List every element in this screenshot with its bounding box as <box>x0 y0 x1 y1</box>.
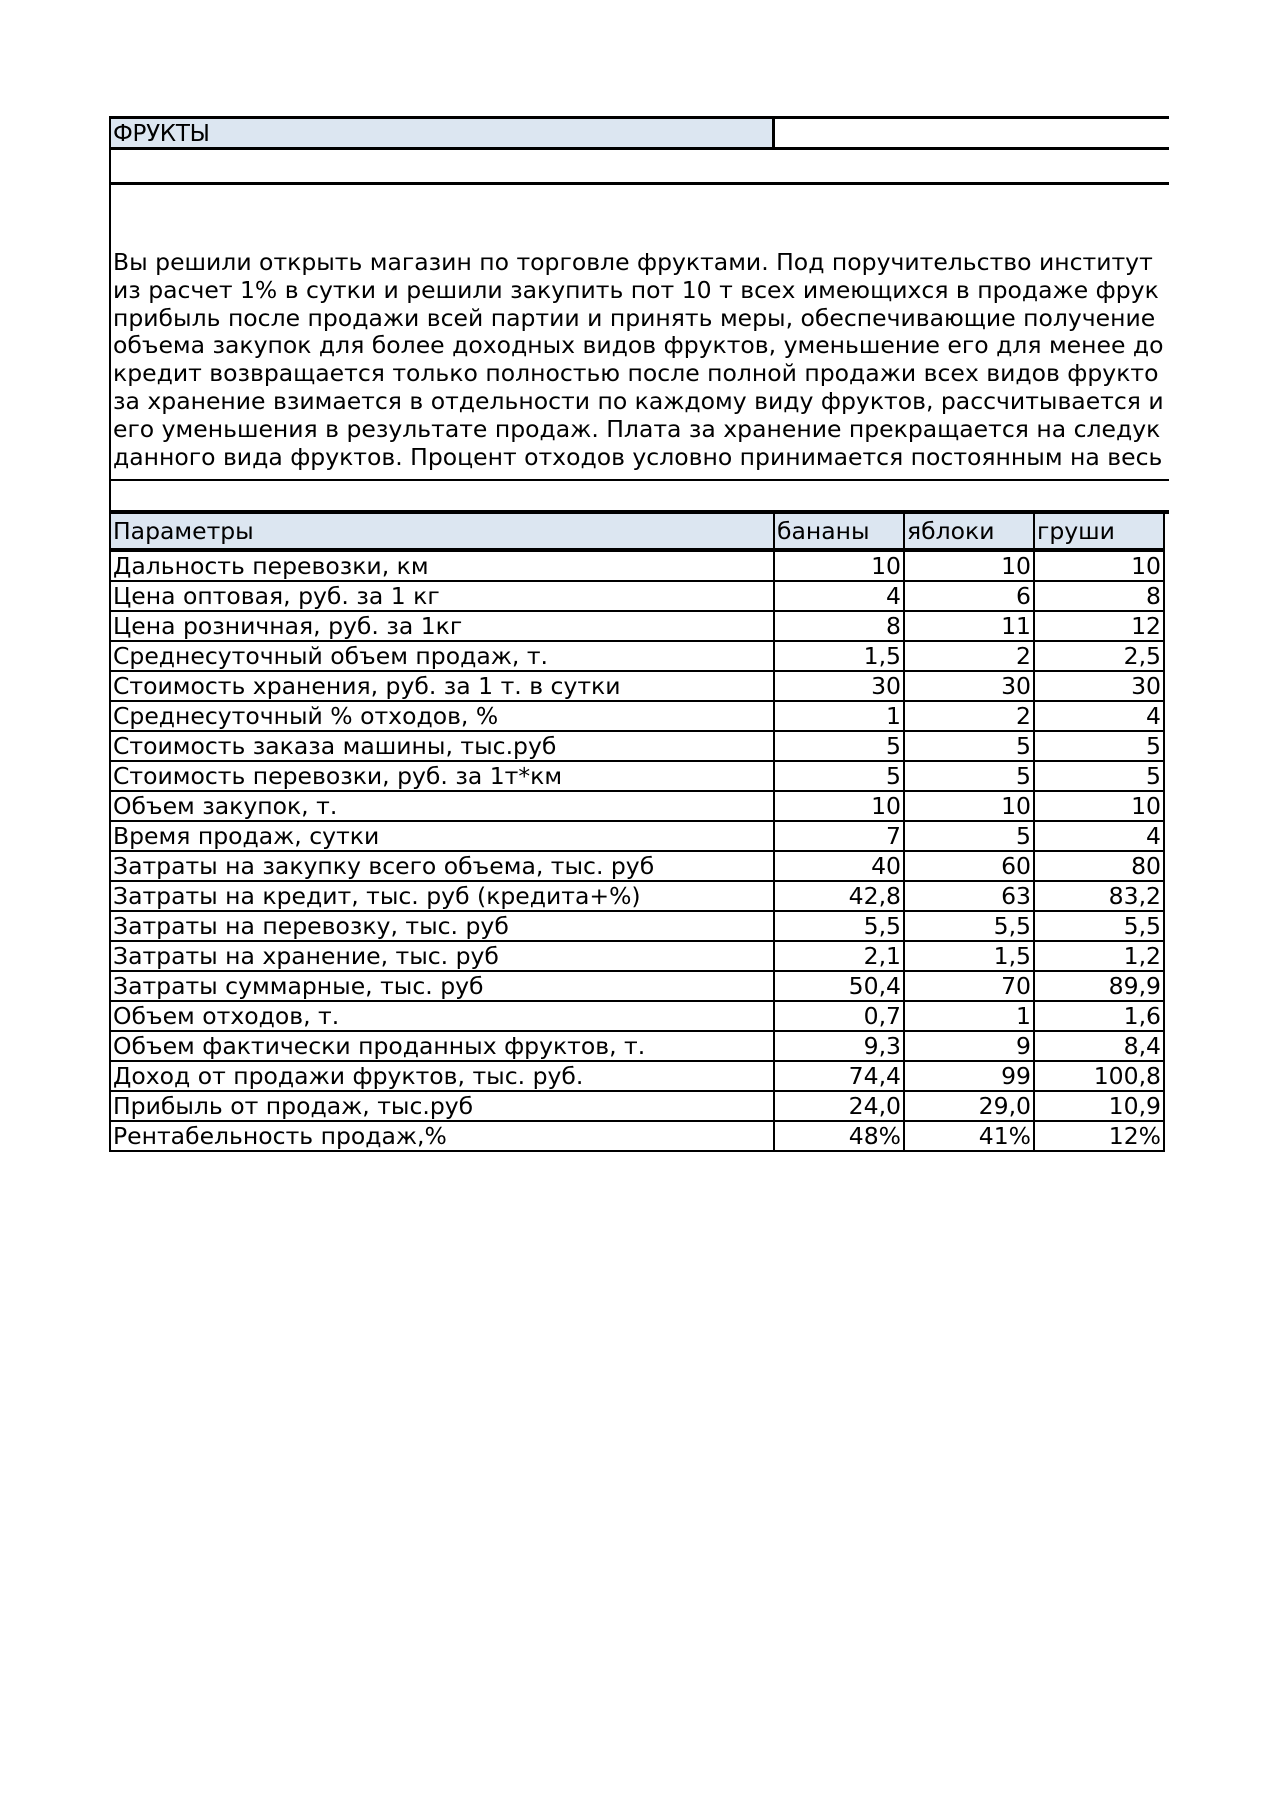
cell-apples[interactable]: 29,0 <box>904 1091 1034 1121</box>
description-text <box>113 249 1164 471</box>
cell-pears[interactable]: 100,8 <box>1034 1061 1164 1091</box>
cell-apples[interactable]: 30 <box>904 671 1034 701</box>
table-row <box>110 550 1164 581</box>
cell-bananas[interactable]: 30 <box>774 671 904 701</box>
cell-bananas[interactable]: 5,5 <box>774 911 904 941</box>
cell-bananas[interactable]: 10 <box>774 791 904 821</box>
row-label[interactable]: Объем отходов, т. <box>110 1001 774 1031</box>
cell-pears[interactable]: 4 <box>1034 701 1164 731</box>
cell-pears[interactable]: 5 <box>1034 731 1164 761</box>
cell-apples[interactable]: 1 <box>904 1001 1034 1031</box>
description-line: кредит возвращается только полностью после полной продажи всех видов фрукто <box>113 359 1159 388</box>
table-row <box>110 1001 1164 1031</box>
row-label[interactable]: Дальность перевозки, км <box>110 550 774 581</box>
cell-bananas[interactable]: 40 <box>774 851 904 881</box>
cell-pears[interactable]: 10 <box>1034 791 1164 821</box>
row-label[interactable]: Стоимость заказа машины, тыс.руб <box>110 731 774 761</box>
description-line: Вы решили открыть магазин по торговле фруктами. Под поручительство институт <box>113 248 1153 276</box>
cell-bananas[interactable]: 7 <box>774 821 904 851</box>
row-label[interactable]: Стоимость хранения, руб. за 1 т. в сутки <box>110 671 774 701</box>
cell-bananas[interactable]: 42,8 <box>774 881 904 911</box>
cell-pears[interactable]: 8 <box>1034 581 1164 611</box>
cell-pears[interactable]: 10 <box>1034 550 1164 581</box>
parameters-table <box>109 512 1165 1152</box>
table-row <box>110 911 1164 941</box>
cell-apples[interactable]: 11 <box>904 611 1034 641</box>
cell-pears[interactable]: 80 <box>1034 851 1164 881</box>
cell-bananas[interactable]: 1,5 <box>774 641 904 671</box>
description-line: из расчет 1% в сутки и решили закупить пот 10 т всех имеющихся в продаже фрук <box>113 275 1159 304</box>
row-label[interactable]: Затраты на кредит, тыс. руб (кредита+%) <box>110 881 774 911</box>
cell-apples[interactable]: 5 <box>904 761 1034 791</box>
header-apples[interactable]: яблоки <box>904 513 1034 550</box>
cell-apples[interactable]: 5 <box>904 821 1034 851</box>
table-row <box>110 641 1164 671</box>
blank-row[interactable] <box>109 150 1169 185</box>
row-label[interactable]: Прибыль от продаж, тыс.руб <box>110 1091 774 1121</box>
title-cell[interactable]: ФРУКТЫ <box>111 119 775 147</box>
cell-bananas[interactable]: 50,4 <box>774 971 904 1001</box>
row-label[interactable]: Рентабельность продаж,% <box>110 1121 774 1151</box>
cell-bananas[interactable]: 8 <box>774 611 904 641</box>
row-label[interactable]: Объем фактически проданных фруктов, т. <box>110 1031 774 1061</box>
cell-pears[interactable]: 8,4 <box>1034 1031 1164 1061</box>
table-row <box>110 611 1164 641</box>
table-row <box>110 941 1164 971</box>
cell-apples[interactable]: 9 <box>904 1031 1034 1061</box>
cell-apples[interactable]: 60 <box>904 851 1034 881</box>
row-label[interactable]: Цена розничная, руб. за 1кг <box>110 611 774 641</box>
row-label[interactable]: Цена оптовая, руб. за 1 кг <box>110 581 774 611</box>
cell-bananas[interactable]: 5 <box>774 731 904 761</box>
cell-pears[interactable]: 12% <box>1034 1121 1164 1151</box>
row-label[interactable]: Среднесуточный % отходов, % <box>110 701 774 731</box>
table-row <box>110 1091 1164 1121</box>
cell-apples[interactable]: 63 <box>904 881 1034 911</box>
row-label[interactable]: Доход от продажи фруктов, тыс. руб. <box>110 1061 774 1091</box>
table-row <box>110 581 1164 611</box>
cell-pears[interactable]: 1,6 <box>1034 1001 1164 1031</box>
cell-bananas[interactable]: 1 <box>774 701 904 731</box>
header-parameters[interactable]: Параметры <box>110 513 774 550</box>
title-row <box>109 116 1169 150</box>
cell-pears[interactable]: 5 <box>1034 761 1164 791</box>
row-label[interactable]: Стоимость перевозки, руб. за 1т*км <box>110 761 774 791</box>
table-row <box>110 971 1164 1001</box>
row-label[interactable]: Затраты на перевозку, тыс. руб <box>110 911 774 941</box>
table-row <box>110 761 1164 791</box>
table-row <box>110 1121 1164 1151</box>
cell-bananas[interactable]: 0,7 <box>774 1001 904 1031</box>
cell-apples[interactable]: 5 <box>904 731 1034 761</box>
description-line: его уменьшения в результате продаж. Плата за хранение прекращается на следук <box>113 414 1161 443</box>
table-row <box>110 1031 1164 1061</box>
table-header-row <box>110 513 1164 550</box>
cell-bananas[interactable]: 2,1 <box>774 941 904 971</box>
cell-apples[interactable]: 70 <box>904 971 1034 1001</box>
cell-apples[interactable]: 10 <box>904 550 1034 581</box>
table-row <box>110 731 1164 761</box>
cell-apples[interactable]: 10 <box>904 791 1034 821</box>
cell-pears[interactable]: 83,2 <box>1034 881 1164 911</box>
row-label[interactable]: Объем закупок, т. <box>110 791 774 821</box>
table-row <box>110 791 1164 821</box>
cell-apples[interactable]: 41% <box>904 1121 1034 1151</box>
cell-apples[interactable]: 2 <box>904 641 1034 671</box>
row-label[interactable]: Затраты на закупку всего объема, тыс. руб <box>110 851 774 881</box>
cell-bananas[interactable]: 24,0 <box>774 1091 904 1121</box>
cell-apples[interactable]: 5,5 <box>904 911 1034 941</box>
description-line: за хранение взимается в отдельности по каждому виду фруктов, рассчитывается и <box>113 386 1164 415</box>
cell-pears[interactable]: 10,9 <box>1034 1091 1164 1121</box>
cell-bananas[interactable]: 74,4 <box>774 1061 904 1091</box>
cell-bananas[interactable]: 4 <box>774 581 904 611</box>
header-pears[interactable]: груши <box>1034 513 1164 550</box>
spreadsheet-page <box>109 116 1169 1206</box>
description-line: объема закупок для более доходных видов фруктов, уменьшение его для менее до <box>113 331 1164 360</box>
description-cell[interactable] <box>109 185 1169 481</box>
cell-bananas[interactable]: 48% <box>774 1121 904 1151</box>
cell-bananas[interactable]: 9,3 <box>774 1031 904 1061</box>
table-row <box>110 851 1164 881</box>
cell-pears[interactable]: 2,5 <box>1034 641 1164 671</box>
row-label[interactable]: Время продаж, сутки <box>110 821 774 851</box>
table-row <box>110 671 1164 701</box>
spacer-row[interactable] <box>109 481 1169 514</box>
row-label[interactable]: Затраты на хранение, тыс. руб <box>110 941 774 971</box>
description-line: прибыль после продажи всей партии и принять меры, обеспечивающие получение <box>113 303 1156 332</box>
cell-pears[interactable]: 4 <box>1034 821 1164 851</box>
cell-bananas[interactable]: 5 <box>774 761 904 791</box>
cell-bananas[interactable]: 10 <box>774 550 904 581</box>
table-row <box>110 821 1164 851</box>
description-line: данного вида фруктов. Процент отходов условно принимается постоянным на весь <box>113 442 1163 471</box>
cell-apples[interactable]: 2 <box>904 701 1034 731</box>
cell-apples[interactable]: 6 <box>904 581 1034 611</box>
header-bananas[interactable]: бананы <box>774 513 904 550</box>
cell-pears[interactable]: 89,9 <box>1034 971 1164 1001</box>
table-row <box>110 701 1164 731</box>
cell-apples[interactable]: 99 <box>904 1061 1034 1091</box>
cell-pears[interactable]: 5,5 <box>1034 911 1164 941</box>
row-label[interactable]: Среднесуточный объем продаж, т. <box>110 641 774 671</box>
row-label[interactable]: Затраты суммарные, тыс. руб <box>110 971 774 1001</box>
table-body <box>110 550 1164 1151</box>
table-row <box>110 1061 1164 1091</box>
cell-apples[interactable]: 1,5 <box>904 941 1034 971</box>
table-row <box>110 881 1164 911</box>
cell-pears[interactable]: 1,2 <box>1034 941 1164 971</box>
cell-pears[interactable]: 30 <box>1034 671 1164 701</box>
cell-pears[interactable]: 12 <box>1034 611 1164 641</box>
